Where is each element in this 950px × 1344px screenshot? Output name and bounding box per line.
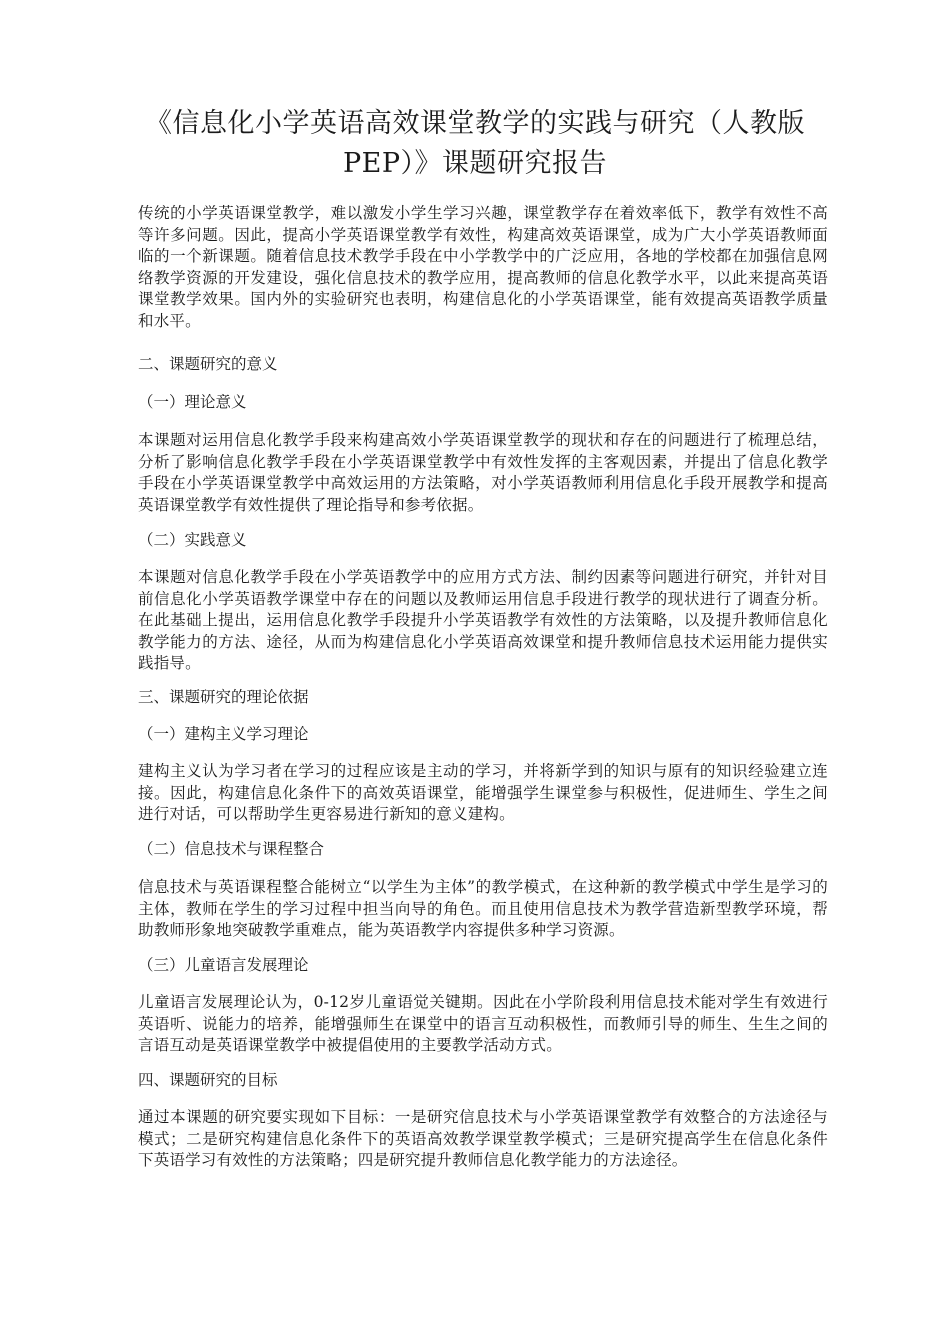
section2-sub2-paragraph: 本课题对信息化教学手段在小学英语教学中的应用方式方法、制约因素等问题进行研究，并针对目前信息化小学英语教学课堂中存在的问题以及教师运用信息手段进行教学的现状进行了调查分析。在此基础上提出，运用信息化教学手段提升小学英语教学有效性的方法策略，以及提升教师信息化教学能力的方法、途径，从而为构建信息化小学英语高效课堂和提升教师信息技术运用能力提供实践指导。 [138, 568, 828, 672]
section3-sub2-heading: （二）信息技术与课程整合 [138, 840, 325, 858]
intro-paragraph: 传统的小学英语课堂教学，难以激发小学生学习兴趣，课堂教学存在着效率低下，教学有效性不高等许多问题。因此，提高小学英语课堂教学有效性，构建高效英语课堂，成为广大小学英语教师面临的一个新课题。随着信息技术教学手段在中小学教学中的广泛应用，各地的学校都在加强信息网络教学资源的开发建设，强化信息技术的教学应用，提高教师的信息化教学水平，以此来提高英语课堂教学效果。国内外的实验研究也表明，构建信息化的小学英语课堂，能有效提高英语教学质量和水平。 [138, 204, 828, 330]
document-title [130, 104, 820, 184]
section4-heading: 四、课题研究的目标 [138, 1071, 278, 1089]
section3-sub3-paragraph: 儿童语言发展理论认为，0-12岁儿童语觉关键期。因此在小学阶段利用信息技术能对学生有效进行英语听、说能力的培养，能增强师生在课堂中的语言互动积极性，而教师引导的师生、生生之间的言语互动是英语课堂教学中被提倡使用的主要教学活动方式。 [138, 993, 828, 1054]
section3-sub2-paragraph: 信息技术与英语课程整合能树立“以学生为主体”的教学模式，在这种新的教学模式中学生是学习的主体，教师在学生的学习过程中担当向导的角色。而且使用信息技术为教学营造新型教学环境，帮助教师形象地突破教学重难点，能为英语教学内容提供多种学习资源。 [138, 878, 828, 939]
section4-paragraph: 通过本课题的研究要实现如下目标：一是研究信息技术与小学英语课堂教学有效整合的方法途径与模式；二是研究构建信息化条件下的英语高效教学课堂教学模式；三是研究提高学生在信息化条件下英语学习有效性的方法策略；四是研究提升教师信息化教学能力的方法途径。 [138, 1108, 828, 1169]
section2-sub1-heading: （一）理论意义 [138, 393, 247, 411]
section3-heading: 三、课题研究的理论依据 [138, 688, 309, 706]
section3-sub1-heading: （一）建构主义学习理论 [138, 725, 309, 743]
section2-heading: 二、课题研究的意义 [138, 355, 278, 373]
section3-sub1-paragraph: 建构主义认为学习者在学习的过程应该是主动的学习，并将新学到的知识与原有的知识经验建立连接。因此，构建信息化条件下的高效英语课堂，能增强学生课堂参与积极性，促进师生、学生之间进行对话，可以帮助学生更容易进行新知的意义建构。 [138, 762, 828, 823]
section3-sub3-heading: （三）儿童语言发展理论 [138, 956, 309, 974]
title-line-2: PEP）》课题研究报告 [342, 148, 608, 179]
document-body [138, 203, 828, 1172]
section2-sub2-heading: （二）实践意义 [138, 531, 247, 549]
title-line-1: 《信息化小学英语高效课堂教学的实践与研究（人教版 [145, 108, 805, 139]
section2-sub1-paragraph: 本课题对运用信息化教学手段来构建高效小学英语课堂教学的现状和存在的问题进行了梳理总结，分析了影响信息化教学手段在小学英语课堂教学中有效性发挥的主客观因素，并提出了信息化教学手段在小学英语课堂教学中高效运用的方法策略，对小学英语教师利用信息化手段开展教学和提高英语课堂教学有效性提供了理论指导和参考依据。 [138, 431, 828, 514]
